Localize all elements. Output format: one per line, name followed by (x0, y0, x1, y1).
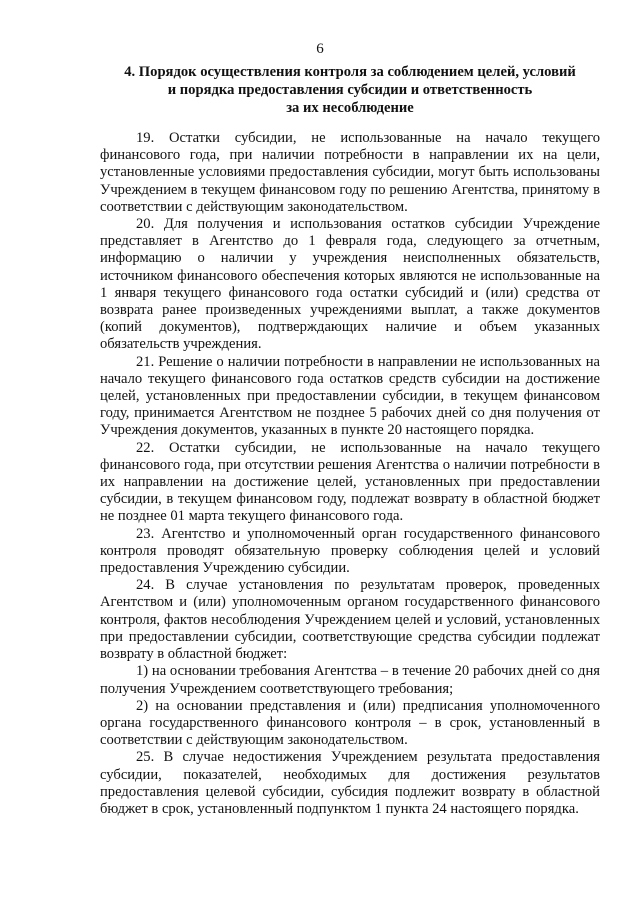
section-heading-line: 4. Порядок осуществления контроля за соблюдением целей, условий (124, 64, 576, 80)
paragraph-22: 22. Остатки субсидии, не использованные на начало текущего финансового года, при отсутствии решения Агентства о наличии потребности в их направлении на достижение целей, установленных при предоставлении субсидии, в текущем финансовом году, подлежат возврату в областной бюджет не позднее 01 марта текущего финансового года. (100, 439, 600, 525)
paragraph-24-item-2: 2) на основании представления и (или) предписания уполномоченного органа государственного финансового контроля – в срок, установленный в соответствии с действующим законодательством. (100, 697, 600, 749)
paragraph-20: 20. Для получения и использования остатков субсидии Учреждение представляет в Агентство до 1 февраля года, следующего за отчетным, информацию о наличии у учреждения неисполненных обязательств, источником финансового обеспечения которых являются не использованные на 1 января текущего финансового года остатки субсидий и (или) средства от возврата ранее произведенных учреждениями выплат, а также документов (копий документов), подтверждающих наличие и объем указанных обязательств учреждения. (100, 216, 600, 353)
section-heading-line: за их несоблюдение (286, 100, 414, 116)
paragraph-19: 19. Остатки субсидии, не использованные на начало текущего финансового года, при наличии потребности в направлении их на цели, установленные условиями предоставления субсидии, могут быть использованы Учреждением в текущем финансовом году по решению Агентства, принятому в соответствии с действующим законодательством. (100, 130, 600, 215)
section-heading (100, 63, 600, 117)
paragraph-24: 24. В случае установления по результатам проверок, проведенных Агентством и (или) уполномоченным органом государственного финансового контроля, фактов несоблюдения Учреждением целей и условий, установленных при предоставлении субсидии, соответствующие средства субсидии подлежат возврату в областной бюджет: (100, 577, 600, 663)
section-heading-line: и порядка предоставления субсидии и ответственность (167, 82, 533, 98)
document-body (100, 130, 600, 818)
paragraph-25: 25. В случае недостижения Учреждением результата предоставления субсидии, показателей, необходимых для достижения результатов предоставления целевой субсидии, субсидия подлежит возврату в областной бюджет в срок, установленный подпунктом 1 пункта 24 настоящего порядка. (100, 749, 600, 817)
paragraph-23: 23. Агентство и уполномоченный орган государственного финансового контроля проводят обязательную проверку соблюдения целей и условий предоставления Учреждению субсидии. (100, 525, 600, 577)
paragraph-24-item-1: 1) на основании требования Агентства – в течение 20 рабочих дней со дня получения Учреждением соответствующего требования; (100, 663, 600, 697)
paragraph-21: 21. Решение о наличии потребности в направлении не использованных на начало текущего финансового года остатков средств субсидии на достижение целей, установленных при предоставлении субсидии, в текущем финансовом году, принимается Агентством не позднее 5 рабочих дней со дня получения от Учреждения документов, указанных в пункте 20 настоящего порядка. (100, 353, 600, 439)
page-number: 6 (316, 41, 324, 57)
